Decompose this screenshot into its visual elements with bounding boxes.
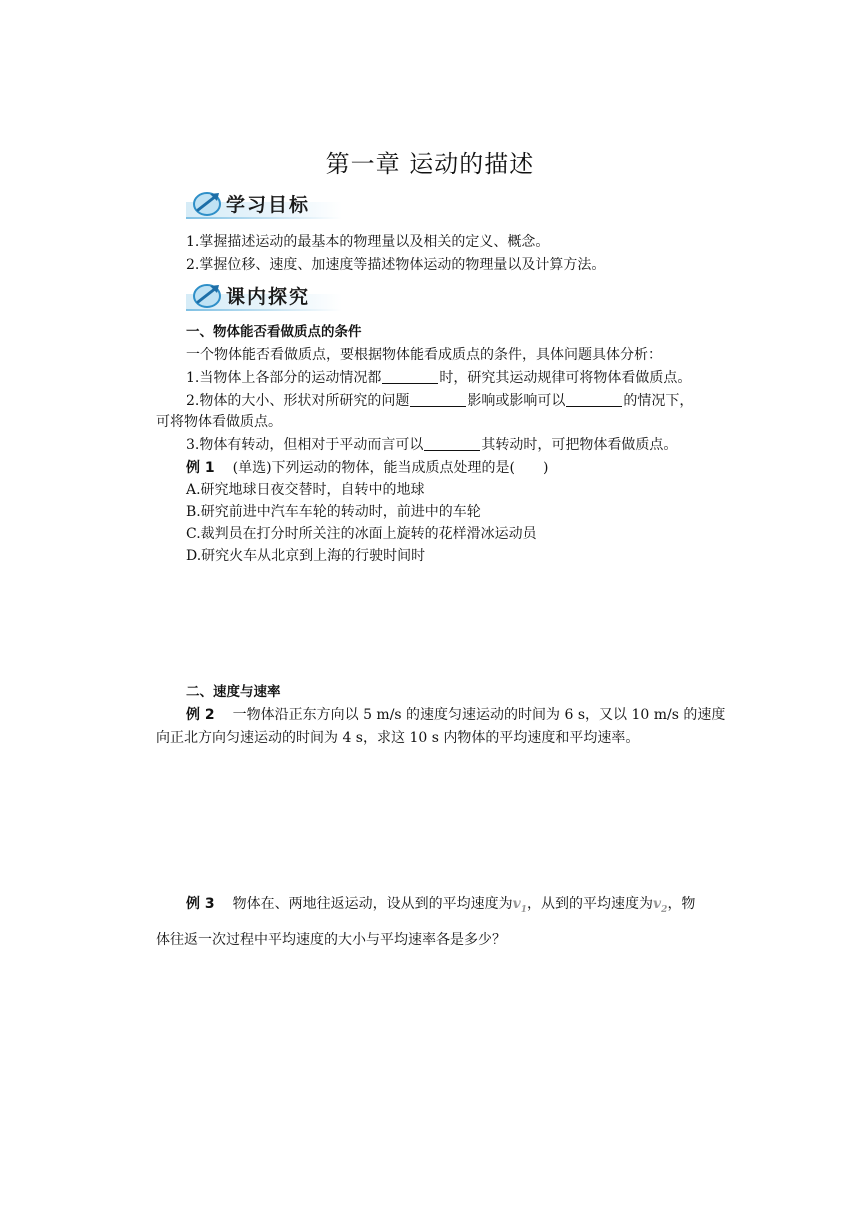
fill-blank: [382, 369, 438, 384]
text-segment: 的情况下，: [623, 393, 694, 409]
fill-blank: [566, 392, 622, 407]
arrow-target-icon: [192, 280, 226, 310]
example-2-line-2: 向正北方向匀速运动的时间为 4 s，求这 10 s 内物体的平均速度和平均速率。: [156, 730, 640, 746]
example-1-question: [186, 458, 548, 478]
goal-item-1: 1.掌握描述运动的最基本的物理量以及相关的定义、概念。: [186, 234, 550, 250]
condition-3: [186, 435, 677, 455]
example-3-line-1: [186, 894, 695, 920]
option-d: D.研究火车从北京到上海的行驶时间时: [186, 548, 426, 564]
condition-2: [186, 391, 693, 411]
example-text: ，物: [667, 896, 696, 912]
example-3-line-2: 体往返一次过程中平均速度的大小与平均速率各是多少？: [156, 932, 506, 948]
fill-blank: [424, 436, 480, 451]
example-label: 例 3: [186, 896, 215, 912]
symbol: v: [653, 896, 662, 912]
text-segment: 2.物体的大小、形状对所研究的问题: [186, 393, 410, 409]
example-label: 例 2: [186, 707, 215, 723]
option-b: B.研究前进中汽车车轮的转动时，前进中的车轮: [186, 504, 481, 520]
example-2-line-1: [186, 705, 725, 725]
banner-label: 课内探究: [226, 286, 311, 308]
section-heading-1: 一、物体能否看做质点的条件: [186, 324, 362, 340]
subscript: 1: [520, 904, 528, 915]
condition-1: [186, 368, 691, 388]
example-text: ，从到的平均速度为: [527, 896, 654, 912]
example-label: 例 1: [186, 460, 215, 476]
example-text: 物体在、两地往返运动，设从到的平均速度为: [232, 896, 513, 912]
example-text: (单选)下列运动的物体，能当成质点处理的是( ): [232, 460, 549, 476]
arrow-target-icon: [192, 188, 226, 218]
section-banner-goals: [186, 186, 342, 222]
text-segment: 其转动时，可把物体看做质点。: [481, 437, 678, 453]
example-text: 一物体沿正东方向以 5 m/s 的速度匀速运动的时间为 6 s，又以 10 m/s 的速度: [232, 707, 726, 723]
text-segment: 影响或影响可以: [467, 393, 566, 409]
symbol: v: [512, 896, 521, 912]
banner-label: 学习目标: [226, 194, 311, 216]
option-a: A.研究地球日夜交替时，自转中的地球: [186, 482, 425, 498]
fill-blank: [410, 392, 466, 407]
chapter-title: 第一章 运动的描述: [325, 150, 535, 178]
text-segment: 3.物体有转动，但相对于平动而言可以: [186, 437, 424, 453]
text-segment: 时，研究其运动规律可将物体看做质点。: [439, 370, 692, 386]
velocity-v1: [512, 896, 528, 915]
condition-2-continued: 可将物体看做质点。: [156, 414, 282, 430]
section-heading-2: 二、速度与速率: [186, 684, 281, 700]
option-c: C.裁判员在打分时所关注的冰面上旋转的花样滑冰运动员: [186, 526, 537, 542]
section-banner-explore: [186, 278, 342, 314]
goal-item-2: 2.掌握位移、速度、加速度等描述物体运动的物理量以及计算方法。: [186, 257, 606, 273]
velocity-v2: [653, 896, 668, 915]
text-segment: 1.当物体上各部分的运动情况都: [186, 370, 382, 386]
paragraph-intro: 一个物体能否看做质点，要根据物体能看成质点的条件，具体问题具体分析：: [186, 347, 662, 363]
subscript: 2: [661, 904, 668, 915]
